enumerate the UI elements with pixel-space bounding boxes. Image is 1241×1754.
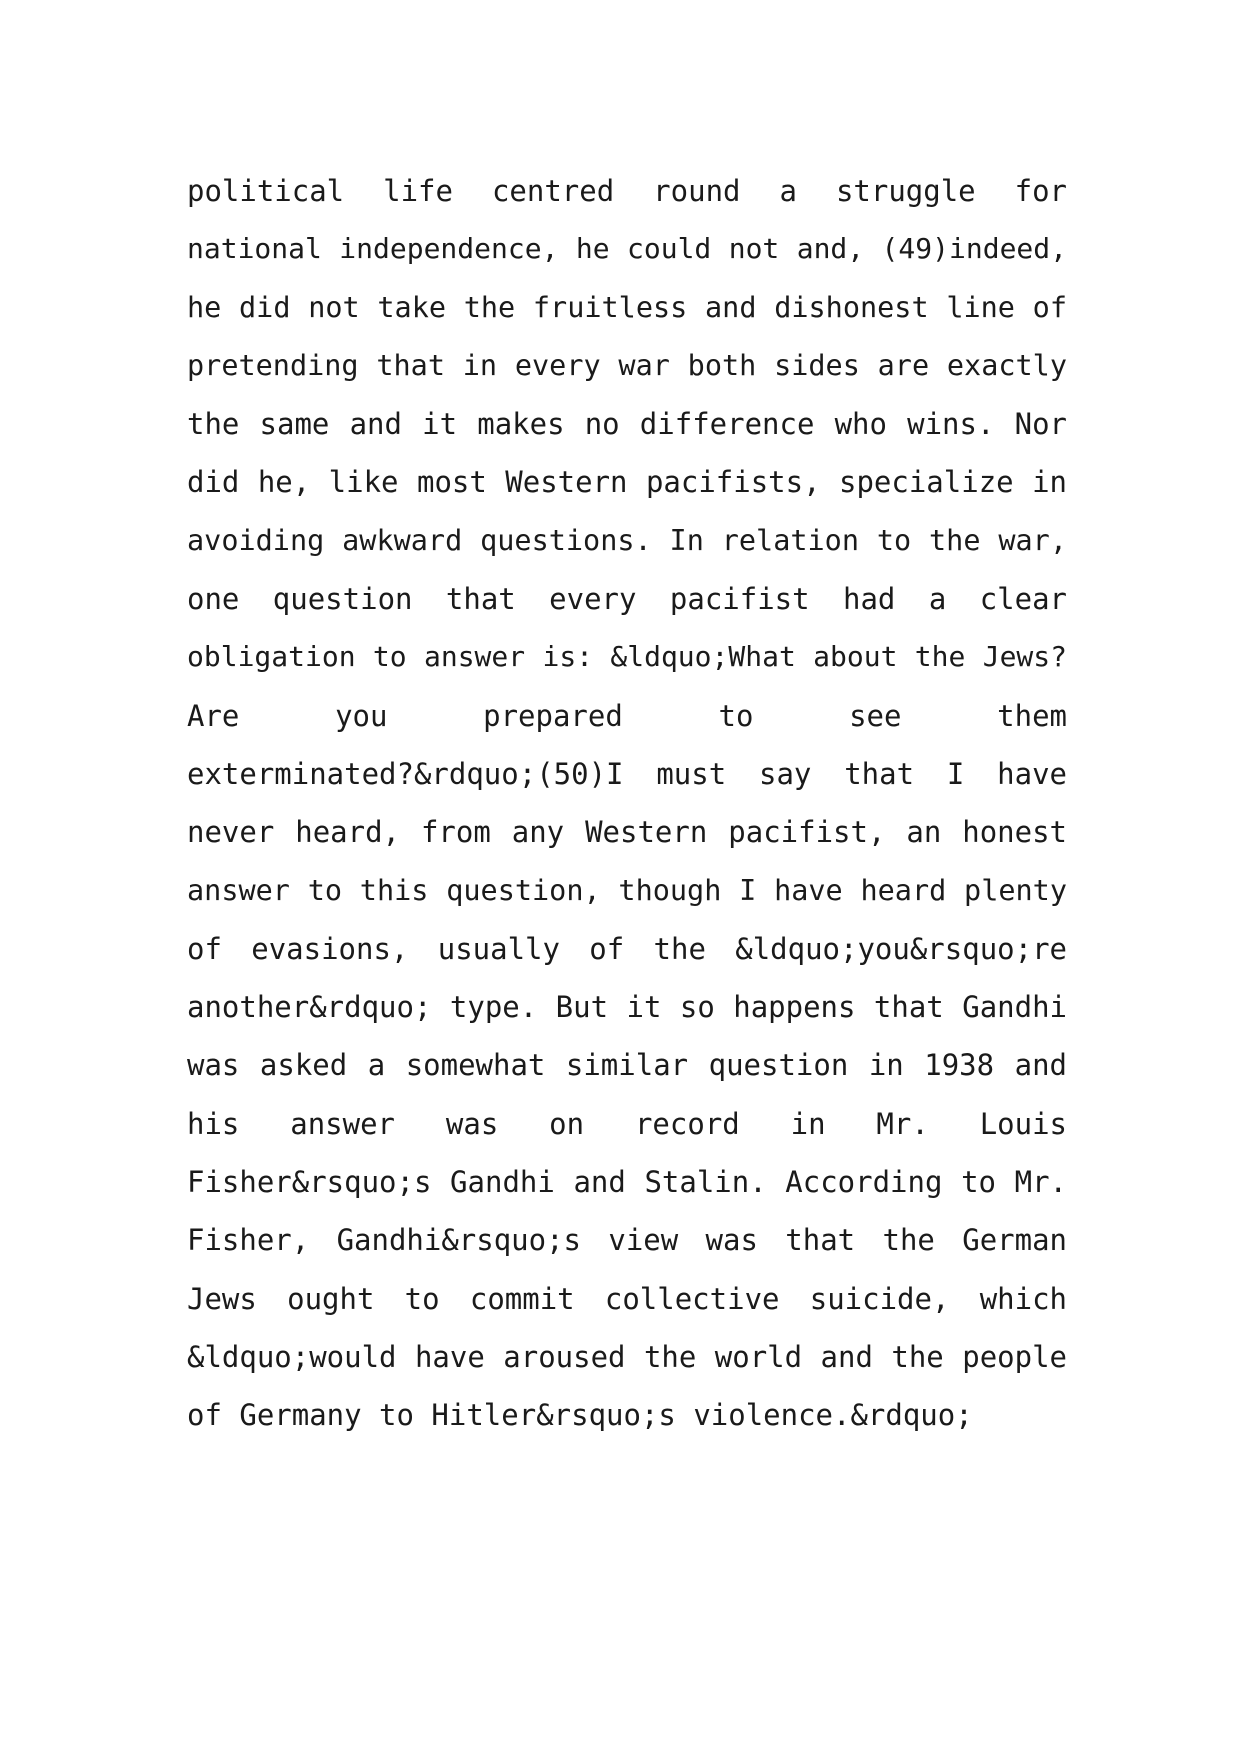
body-text (187, 162, 1067, 1445)
text-line: of evasions, usually of the &ldquo;you&rsquo;re (187, 931, 1067, 966)
text-line: his answer was on record in Mr. Louis (187, 1106, 1067, 1141)
text-line: avoiding awkward questions. In relation to the war, (187, 523, 1067, 557)
text-line: was asked a somewhat similar question in 1938 and (187, 1048, 1067, 1083)
text-line: political life centred round a struggle for (187, 174, 1067, 208)
text-line: one question that every pacifist had a clear (187, 582, 1067, 617)
text-line: &ldquo;would have aroused the world and the people (187, 1339, 1067, 1374)
text-line: obligation to answer is: &ldquo;What about the Jews? (187, 640, 1067, 674)
text-line: the same and it makes no difference who wins. Nor (187, 407, 1067, 442)
text-line: answer to this question, though I have heard plenty (187, 873, 1067, 907)
text-line-last: of Germany to Hitler&rsquo;s violence.&rdquo; (187, 1398, 973, 1433)
text-line: national independence, he could not and, (49)indeed, (187, 232, 1067, 266)
text-line: another&rdquo; type. But it so happens that Gandhi (187, 990, 1067, 1025)
text-line: did he, like most Western pacifists, specialize in (187, 465, 1067, 500)
text-line: Fisher&rsquo;s Gandhi and Stalin. According to Mr. (187, 1165, 1067, 1200)
text-line: Fisher, Gandhi&rsquo;s view was that the German (187, 1223, 1067, 1258)
text-line: he did not take the fruitless and dishonest line of (187, 290, 1067, 324)
text-line: Jews ought to commit collective suicide, which (187, 1281, 1067, 1316)
text-line: pretending that in every war both sides are exactly (187, 348, 1067, 382)
text-line: never heard, from any Western pacifist, an honest (187, 815, 1067, 850)
text-line: exterminated?&rdquo;(50)I must say that I have (187, 756, 1067, 791)
text-line: Are you prepared to see them (187, 698, 1067, 733)
